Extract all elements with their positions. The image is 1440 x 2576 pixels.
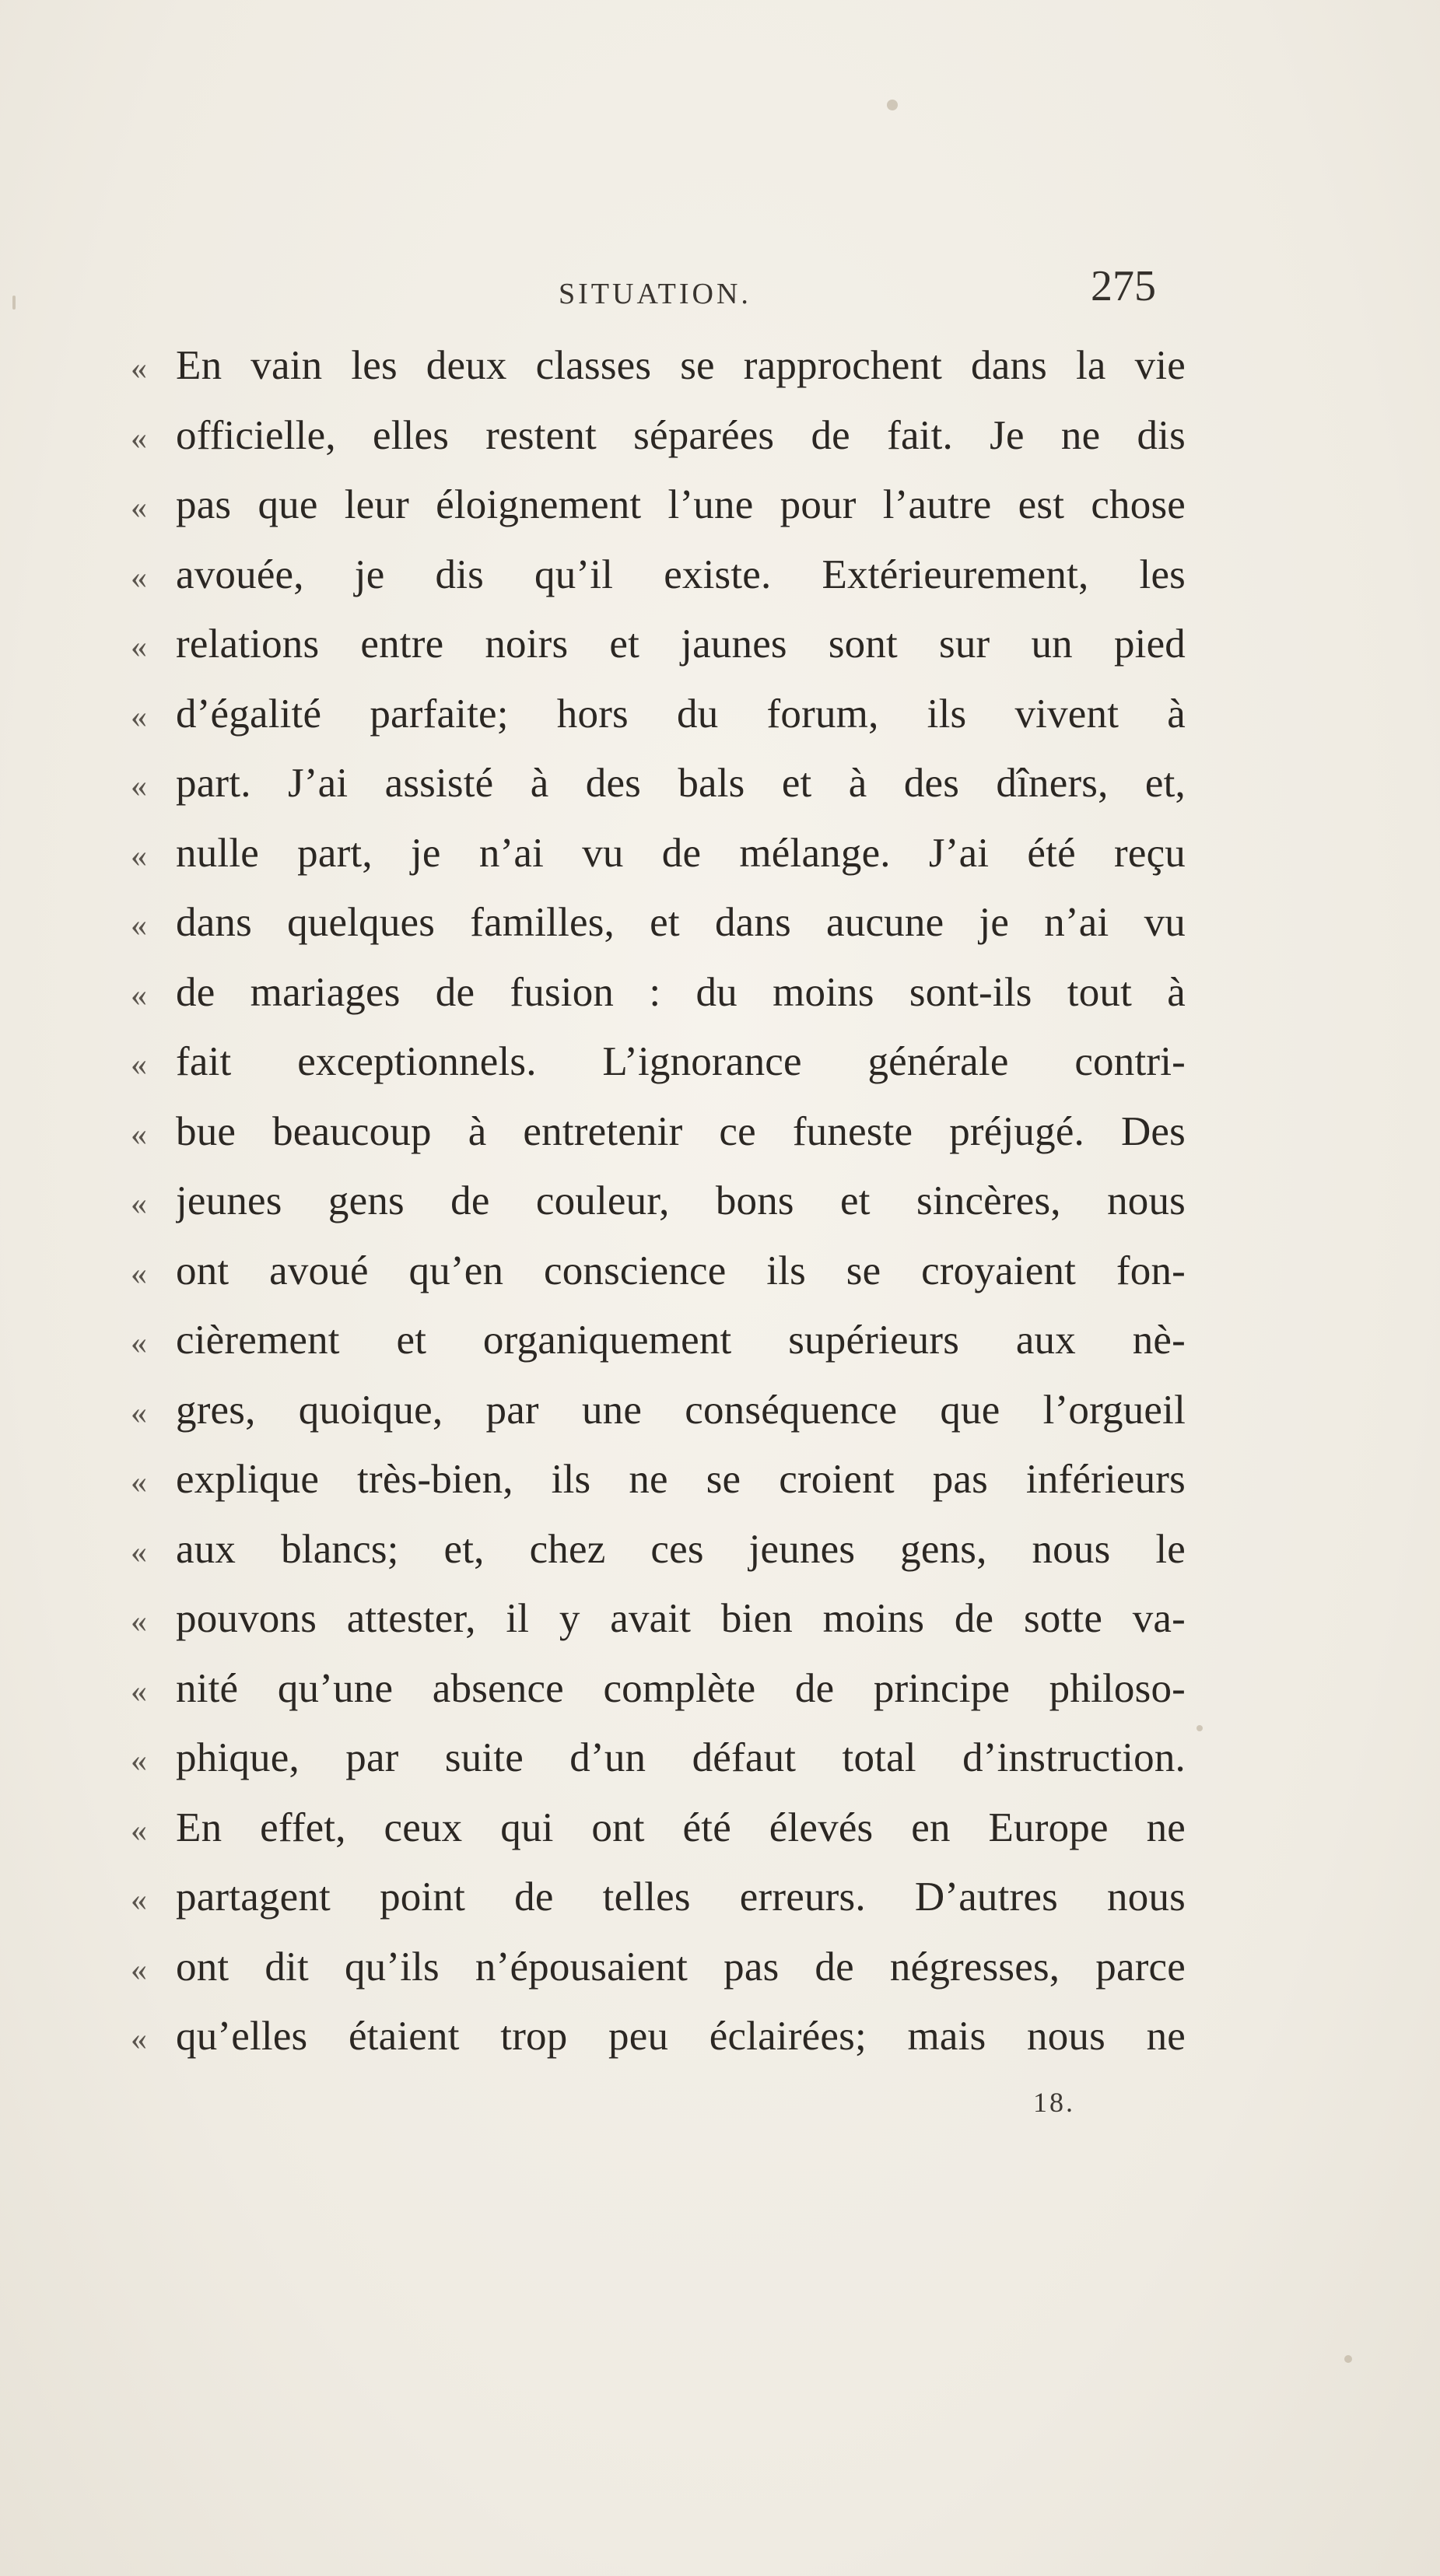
line-text: bue beaucoup à entretenir ce funeste préjugé. Des <box>176 1108 1186 1154</box>
text-line <box>131 1108 1186 1178</box>
text-line <box>131 551 1186 621</box>
quote-mark: « <box>131 1534 147 1570</box>
quote-mark: « <box>131 977 147 1013</box>
quote-mark: « <box>131 420 147 457</box>
quote-mark: « <box>131 1325 147 1361</box>
line-text: pouvons attester, il y avait bien moins de sotte va- <box>176 1596 1186 1641</box>
text-line <box>131 412 1186 482</box>
line-text: dans quelques familles, et dans aucune je n’ai vu <box>176 900 1186 945</box>
text-line <box>131 621 1186 691</box>
text-line <box>131 1456 1186 1526</box>
text-line <box>131 342 1186 412</box>
quote-mark: « <box>131 768 147 804</box>
line-text: ont dit qu’ils n’épousaient pas de négresses, parce <box>176 1944 1186 1990</box>
line-text: jeunes gens de couleur, bons et sincères, nous <box>176 1178 1186 1223</box>
line-text: phique, par suite d’un défaut total d’instruction. <box>176 1735 1186 1780</box>
quote-mark: « <box>131 1743 147 1779</box>
line-text: fait exceptionnels. L’ignorance générale contri- <box>176 1039 1186 1084</box>
page-number: 275 <box>1091 262 1156 310</box>
line-text: d’égalité parfaite; hors du forum, ils vivent à <box>176 691 1186 737</box>
text-line <box>131 1944 1186 2014</box>
text-line <box>131 1874 1186 1944</box>
signature-mark: 18. <box>1033 2087 1075 2118</box>
quote-mark: « <box>131 1673 147 1710</box>
quote-mark: « <box>131 351 147 387</box>
text-line <box>131 1595 1186 1665</box>
paper-speck <box>887 100 898 110</box>
line-text: cièrement et organiquement supérieurs aux nè- <box>176 1318 1186 1363</box>
line-text: En effet, ceux qui ont été élevés en Europe ne <box>176 1804 1186 1850</box>
quote-mark: « <box>131 490 147 526</box>
quote-mark: « <box>131 838 147 874</box>
quote-mark: « <box>131 629 147 665</box>
text-line <box>131 1526 1186 1596</box>
text-line <box>131 1178 1186 1248</box>
text-line <box>131 481 1186 551</box>
quote-mark: « <box>131 1255 147 1292</box>
quote-mark: « <box>131 1812 147 1849</box>
text-line <box>131 1387 1186 1457</box>
line-text: En vain les deux classes se rapprochent dans la vie <box>176 343 1186 388</box>
line-text: explique très-bien, ils ne se croient pas inférieurs <box>176 1457 1186 1502</box>
line-text: de mariages de fusion : du moins sont-ils tout à <box>176 969 1186 1015</box>
text-line <box>131 830 1186 900</box>
text-line <box>131 760 1186 830</box>
line-text: gres, quoique, par une conséquence que l’orgueil <box>176 1387 1186 1433</box>
line-text: pas que leur éloignement l’une pour l’autre est chose <box>176 482 1186 527</box>
line-text: relations entre noirs et jaunes sont sur un pied <box>176 621 1186 667</box>
line-text: part. J’ai assisté à des bals et à des dîners, et, <box>176 761 1186 806</box>
line-text: partagent point de telles erreurs. D’autres nous <box>176 1874 1186 1920</box>
text-line <box>131 691 1186 761</box>
quote-mark: « <box>131 908 147 943</box>
quote-mark: « <box>131 2021 147 2057</box>
quote-mark: « <box>131 1951 147 1988</box>
quote-mark: « <box>131 1882 147 1918</box>
text-line <box>131 1317 1186 1387</box>
text-line <box>131 899 1186 969</box>
quote-mark: « <box>131 559 147 596</box>
text-line <box>131 1248 1186 1318</box>
quote-mark: « <box>131 1465 147 1500</box>
text-line <box>131 969 1186 1039</box>
line-text: aux blancs; et, chez ces jeunes gens, nous le <box>176 1526 1186 1572</box>
line-text: nulle part, je n’ai vu de mélange. J’ai été reçu <box>176 830 1186 876</box>
line-text: nité qu’une absence complète de principe philoso- <box>176 1665 1186 1711</box>
line-text: officielle, elles restent séparées de fait. Je ne dis <box>176 412 1186 458</box>
quote-mark: « <box>131 1604 147 1640</box>
quote-mark: « <box>131 1047 147 1083</box>
text-line <box>131 1038 1186 1108</box>
text-line <box>131 1665 1186 1735</box>
quote-mark: « <box>131 698 147 735</box>
paper-speck <box>1196 1725 1203 1731</box>
line-text: avouée, je dis qu’il existe. Extérieurement, les <box>176 551 1186 597</box>
body-text <box>131 342 1186 2083</box>
quote-mark: « <box>131 1116 147 1153</box>
paper-speck <box>12 296 16 310</box>
line-text: qu’elles étaient trop peu éclairées; mais nous ne <box>176 2014 1186 2059</box>
quote-mark: « <box>131 1395 147 1431</box>
paper-speck <box>1344 2355 1352 2363</box>
text-line <box>131 1734 1186 1804</box>
running-title: SITUATION. <box>559 278 752 310</box>
text-line <box>131 1804 1186 1874</box>
line-text: ont avoué qu’en conscience ils se croyaient fon- <box>176 1248 1186 1293</box>
text-line <box>131 2013 1186 2083</box>
quote-mark: « <box>131 1186 147 1222</box>
